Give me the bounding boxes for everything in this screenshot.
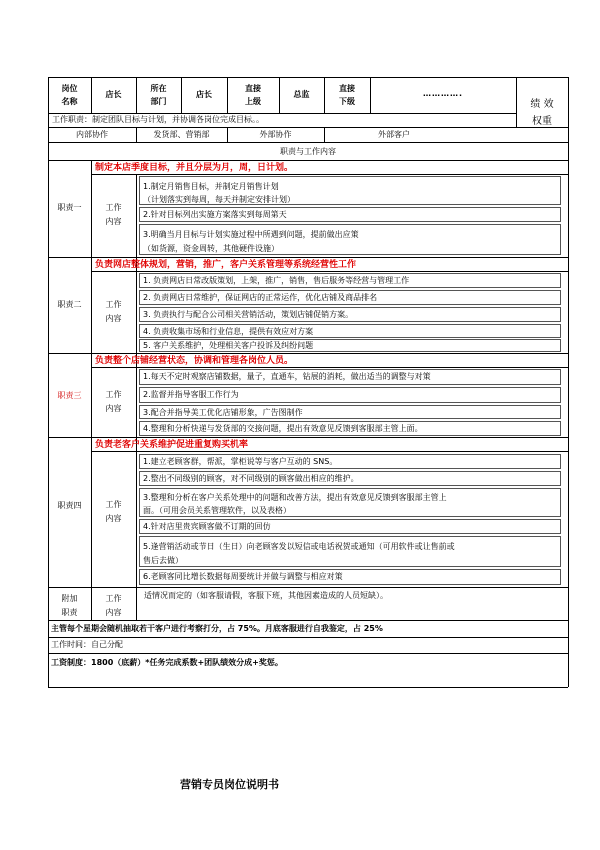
performance-weight-label: 绩 效 权重 xyxy=(530,99,554,127)
duty-3-name: 职责三 xyxy=(57,391,82,400)
duty-summary: 工作职责：制定团队目标与计划，并协调各岗位完成目标。。 xyxy=(52,115,264,124)
department-label: 所在 部门 xyxy=(150,84,167,106)
duty-3-item-3: 3.配合并指导美工优化店铺形象，广告图制作 xyxy=(139,405,561,419)
duty-1-content-label: 工作 内容 xyxy=(105,203,122,226)
duty-2-item-5: 5. 客户关系维护，处理相关客户投诉及纠纷问题 xyxy=(139,339,561,352)
duty-1-item-3: 3.明确当月目标与计划实施过程中所遇到问题，提前做出应策 （如货源，资金周转，其他硬件设施） xyxy=(139,224,561,255)
internal-collab-value: 发货部、营销部 xyxy=(153,130,210,139)
internal-collab-label: 内部协作 xyxy=(76,130,108,139)
duty-4-item-1: 1.建立老顾客群，帮派，掌柜说等与客户互动的 SNS。 xyxy=(139,454,561,469)
duty-4-item-6: 6.老顾客同比增长数据每周要统计并做与调整与相应对策 xyxy=(139,569,561,585)
duty-4-title: 负责老客户关系维护促进重复购买机率 xyxy=(95,440,249,450)
department-value: 店长 xyxy=(196,90,212,99)
review-rule: 主管每个星期会随机抽取若干客户进行考察打分，占 75%。月底客服进行自我鉴定，占 25% xyxy=(51,624,383,633)
subordinate-value: …………. xyxy=(422,89,464,98)
section-title: 职责与工作内容 xyxy=(280,147,336,156)
duty-3-item-2: 2.监督并指导客服工作行为 xyxy=(139,387,561,403)
duty-2-content-label: 工作 内容 xyxy=(105,300,122,323)
work-time: 工作时间：自己分配 xyxy=(51,640,123,649)
duty-1-item-2: 2.针对目标列出实施方案落实到每周第天 xyxy=(139,207,561,222)
subordinate-label: 直接 下级 xyxy=(339,84,355,106)
duty-2-item-2: 2. 负责网店日常维护，保证网店的正常运作，优化店铺及商品排名 xyxy=(139,290,561,305)
duty-4-item-3: 3.整理和分析在客户关系处理中的问题和改善方法，提出有效意见反馈到客服部主管上 面。（可用会员关系管理软件，以及表格） xyxy=(139,488,561,517)
duty-3-item-4: 4.整理和分析快递与发货部的交接问题，提出有效意见反馈到客服部主管上面。 xyxy=(139,421,561,436)
duty-1-item-1: 1.制定月销售目标，并制定月销售计划 （计划落实到每周，每天并制定安排计划） xyxy=(139,176,561,205)
duty-2-item-1: 1. 负责网店日常改版策划，上架，推广，销售，售后服务等经营与管理工作 xyxy=(139,273,561,288)
duty-2-title: 负责网店整体规划，营销，推广，客户关系管理等系统经营性工作 xyxy=(95,260,357,270)
duty-4-name: 职责四 xyxy=(57,501,82,510)
external-collab-label: 外部协作 xyxy=(259,130,292,139)
extra-duty-label: 附加 职责 xyxy=(61,594,78,617)
duty-3-title: 负责整个店铺经营状态，协调和管理各岗位人员。 xyxy=(95,356,294,366)
duty-4-item-4: 4.针对店里贵宾顾客做不订期的回仿 xyxy=(139,519,561,534)
duty-2-name: 职责二 xyxy=(57,300,82,309)
salary-system: 工资制度：1800（底薪）*任务完成系数+团队绩效分成+奖惩。 xyxy=(51,658,283,667)
duty-3-content-label: 工作 内容 xyxy=(105,390,122,413)
duty-2-item-3: 3. 负责执行与配合公司相关营销活动，策划店铺促销方案。 xyxy=(139,307,561,322)
footer-title: 营销专员岗位说明书 xyxy=(180,778,279,791)
external-collab-value: 外部客户 xyxy=(378,130,410,139)
duty-3-item-1: 1.每天不定时观察店铺数据，量子，直通车，钻展的消耗，做出适当的调整与对策 xyxy=(139,369,561,385)
duty-1-name: 职责一 xyxy=(57,203,82,212)
extra-content-label: 工作 内容 xyxy=(105,594,122,617)
duty-4-item-5: 5.逢营销活动或节日（生日）向老顾客发以短信或电话祝贺或通知（可用软件或让售前或 售后去做） xyxy=(139,536,561,567)
extra-duty-text: 适情况而定的（如客服请假，客服下班，其他因素造成的人员短缺）。 xyxy=(144,591,388,600)
superior-value: 总监 xyxy=(293,90,310,99)
duty-1-title: 制定本店季度目标，并且分层为月，周，日计划。 xyxy=(95,163,294,173)
duty-2-item-4: 4. 负责收集市场和行业信息，提供有效应对方案 xyxy=(139,324,561,338)
duty-4-item-2: 2.整出不同级别的顾客，对不同级别的顾客做出相应的维护。 xyxy=(139,471,561,486)
position-label: 岗位 名称 xyxy=(61,84,78,106)
superior-label: 直接 上级 xyxy=(245,84,261,106)
duty-4-content-label: 工作 内容 xyxy=(105,500,122,523)
position-value: 店长 xyxy=(105,90,122,99)
